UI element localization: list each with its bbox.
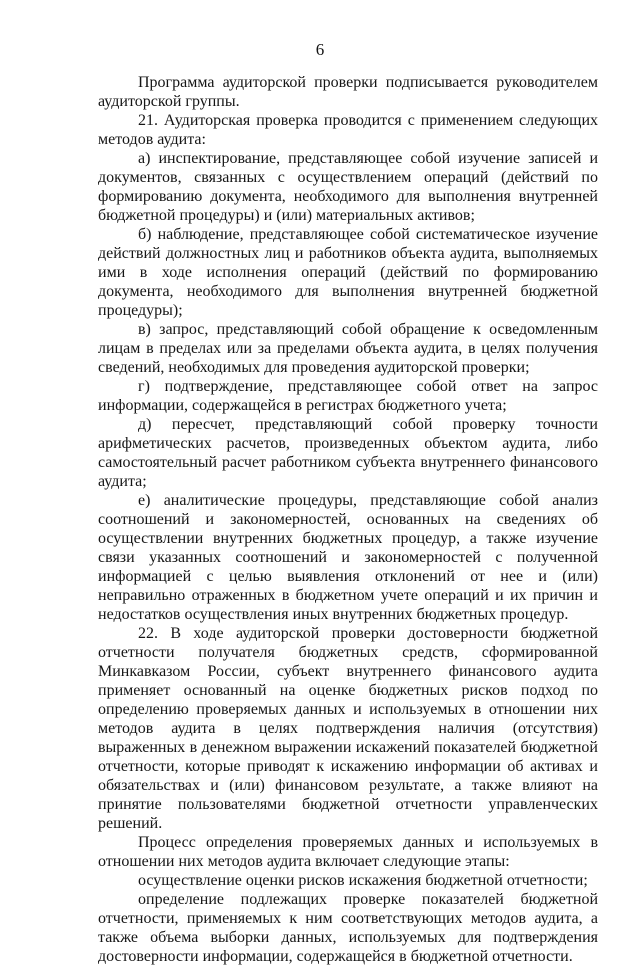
page-number: 6: [315, 40, 325, 59]
paragraph-stage-2: определение подлежащих проверке показателей бюджетной отчетности, применяемых к ним соответствующих методов аудита, а также объема выборки данных, используемых для подтверждения достоверности информации, содержащейся в бюджетной отчетности.: [98, 891, 598, 965]
paragraph-item-d: д) пересчет, представляющий собой проверку точности арифметических расчетов, произведенных объектом аудита, либо самостоятельный расчет работником субъекта внутреннего финансового аудита;: [98, 416, 598, 490]
paragraph-clause-21: 21. Аудиторская проверка проводится с применением следующих методов аудита:: [98, 112, 598, 148]
document-body: [98, 73, 598, 966]
paragraph-stage-1: осуществление оценки рисков искажения бюджетной отчетности;: [138, 872, 588, 889]
paragraph-item-e: е) аналитические процедуры, представляющие собой анализ соотношений и закономерностей, основанных на сведениях об осуществлении внутренних бюджетных процедур, а также изучение связи указанных соотношений и закономерностей с полученной информацией с целью выявления отклонений от нее и (или) неправильно отраженных в бюджетном учете операций и их причин и недостатков осуществления иных внутренних бюджетных процедур.: [98, 492, 598, 623]
paragraph-item-b: б) наблюдение, представляющее собой систематическое изучение действий должностных лиц и работников объекта аудита, выполняемых ими в ходе исполнения операций (действий по формированию документа, необходимого для выполнения внутренней бюджетной процедуры);: [98, 226, 598, 319]
paragraph-clause-22: 22. В ходе аудиторской проверки достоверности бюджетной отчетности получателя бюджетных средств, сформированной Минкавказом России, субъект внутреннего финансового аудита применяет основанный на оценке бюджетных рисков подход по определению проверяемых данных и используемых в отношении них методов аудита в целях подтверждения наличия (отсутствия) выраженных в денежном выражении искажений показателей бюджетной отчетности, которые приводят к искажению информации об активах и обязательствах и (или) финансовом результате, а также влияют на принятие пользователями бюджетной отчетности управленческих решений.: [98, 625, 598, 832]
paragraph-program-signing: Программа аудиторской проверки подписывается руководителем аудиторской группы.: [98, 74, 598, 110]
paragraph-item-v: в) запрос, представляющий собой обращение к осведомленным лицам в пределах или за пределами объекта аудита, в целях получения сведений, необходимых для проведения аудиторской проверки;: [98, 321, 598, 376]
paragraph-process: Процесс определения проверяемых данных и используемых в отношении них методов аудита включает следующие этапы:: [98, 834, 598, 870]
paragraph-item-a: а) инспектирование, представляющее собой изучение записей и документов, связанных с осуществлением операций (действий по формированию документа, необходимого для выполнения внутренней бюджетной процедуры) и (или) материальных активов;: [98, 150, 598, 224]
paragraph-item-g: г) подтверждение, представляющее собой ответ на запрос информации, содержащейся в регистрах бюджетного учета;: [98, 378, 598, 414]
